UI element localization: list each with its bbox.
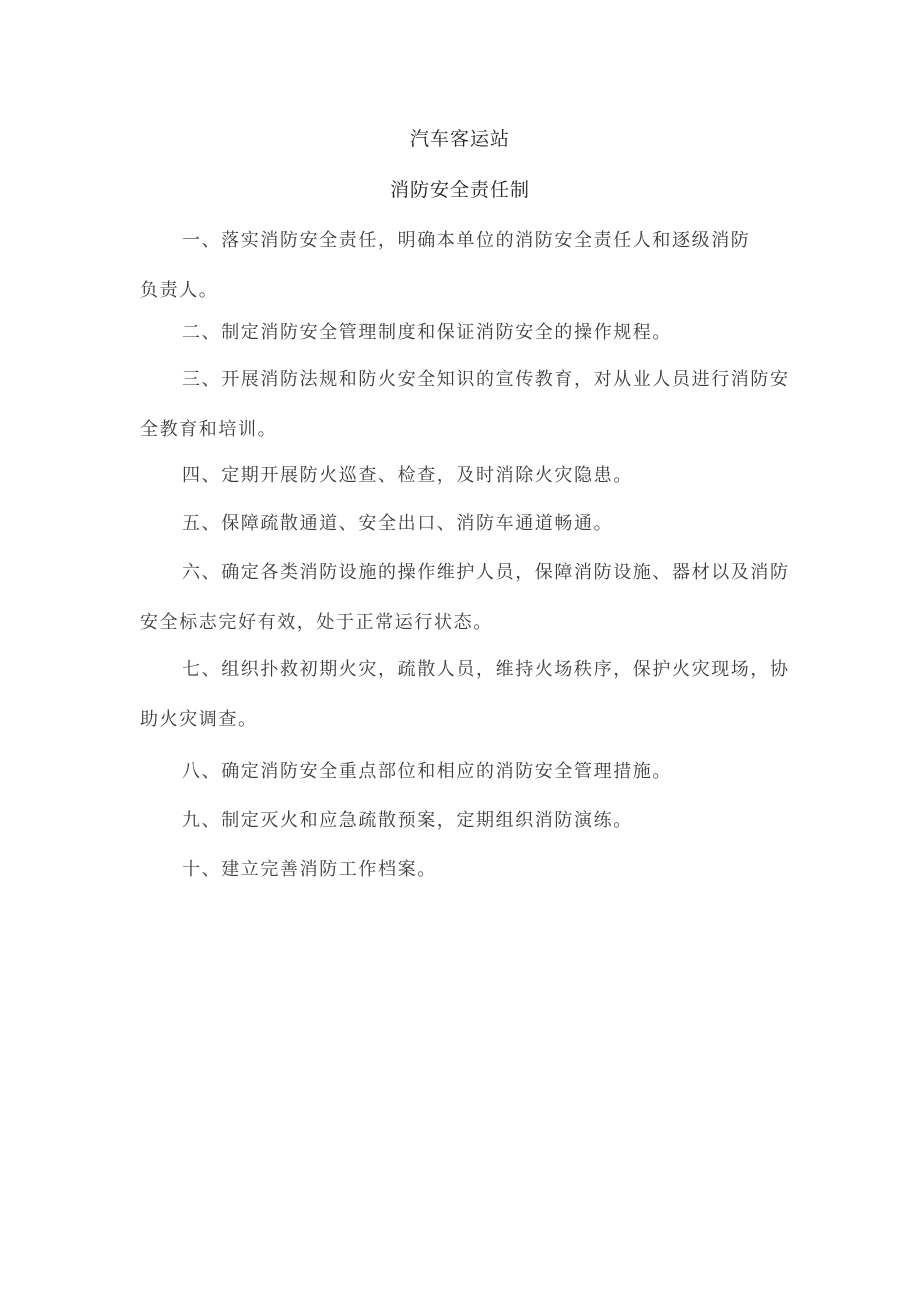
clause-6: 六、确定各类消防设施的操作维护人员，保障消防设施、器材以及消防安全标志完好有效，处于正常运行状态。 [140, 562, 790, 633]
clause-5: 五、保障疏散通道、安全出口、消防车通道畅通。 [182, 513, 614, 534]
clause-10: 十、建立完善消防工作档案。 [182, 859, 437, 880]
clause-3: 三、开展消防法规和防火安全知识的宣传教育，对从业人员进行消防安全教育和培训。 [140, 369, 790, 440]
clause-2: 二、制定消防安全管理制度和保证消防安全的操作规程。 [182, 322, 672, 343]
clause-9: 九、制定灭火和应急疏散预案，定期组织消防演练。 [182, 810, 633, 831]
clause-1: 一、落实消防安全责任，明确本单位的消防安全责任人和逐级消防负责人。 [140, 230, 751, 301]
document-title-line1: 汽车客运站 [409, 128, 510, 150]
clause-8: 八、确定消防安全重点部位和相应的消防安全管理措施。 [182, 761, 672, 782]
document-title-line2: 消防安全责任制 [389, 179, 530, 201]
clause-4: 四、定期开展防火巡查、检查，及时消除火灾隐患。 [182, 465, 633, 486]
clause-7: 七、组织扑救初期火灾，疏散人员，维持火场秩序，保护火灾现场，协助火灾调查。 [140, 659, 790, 730]
